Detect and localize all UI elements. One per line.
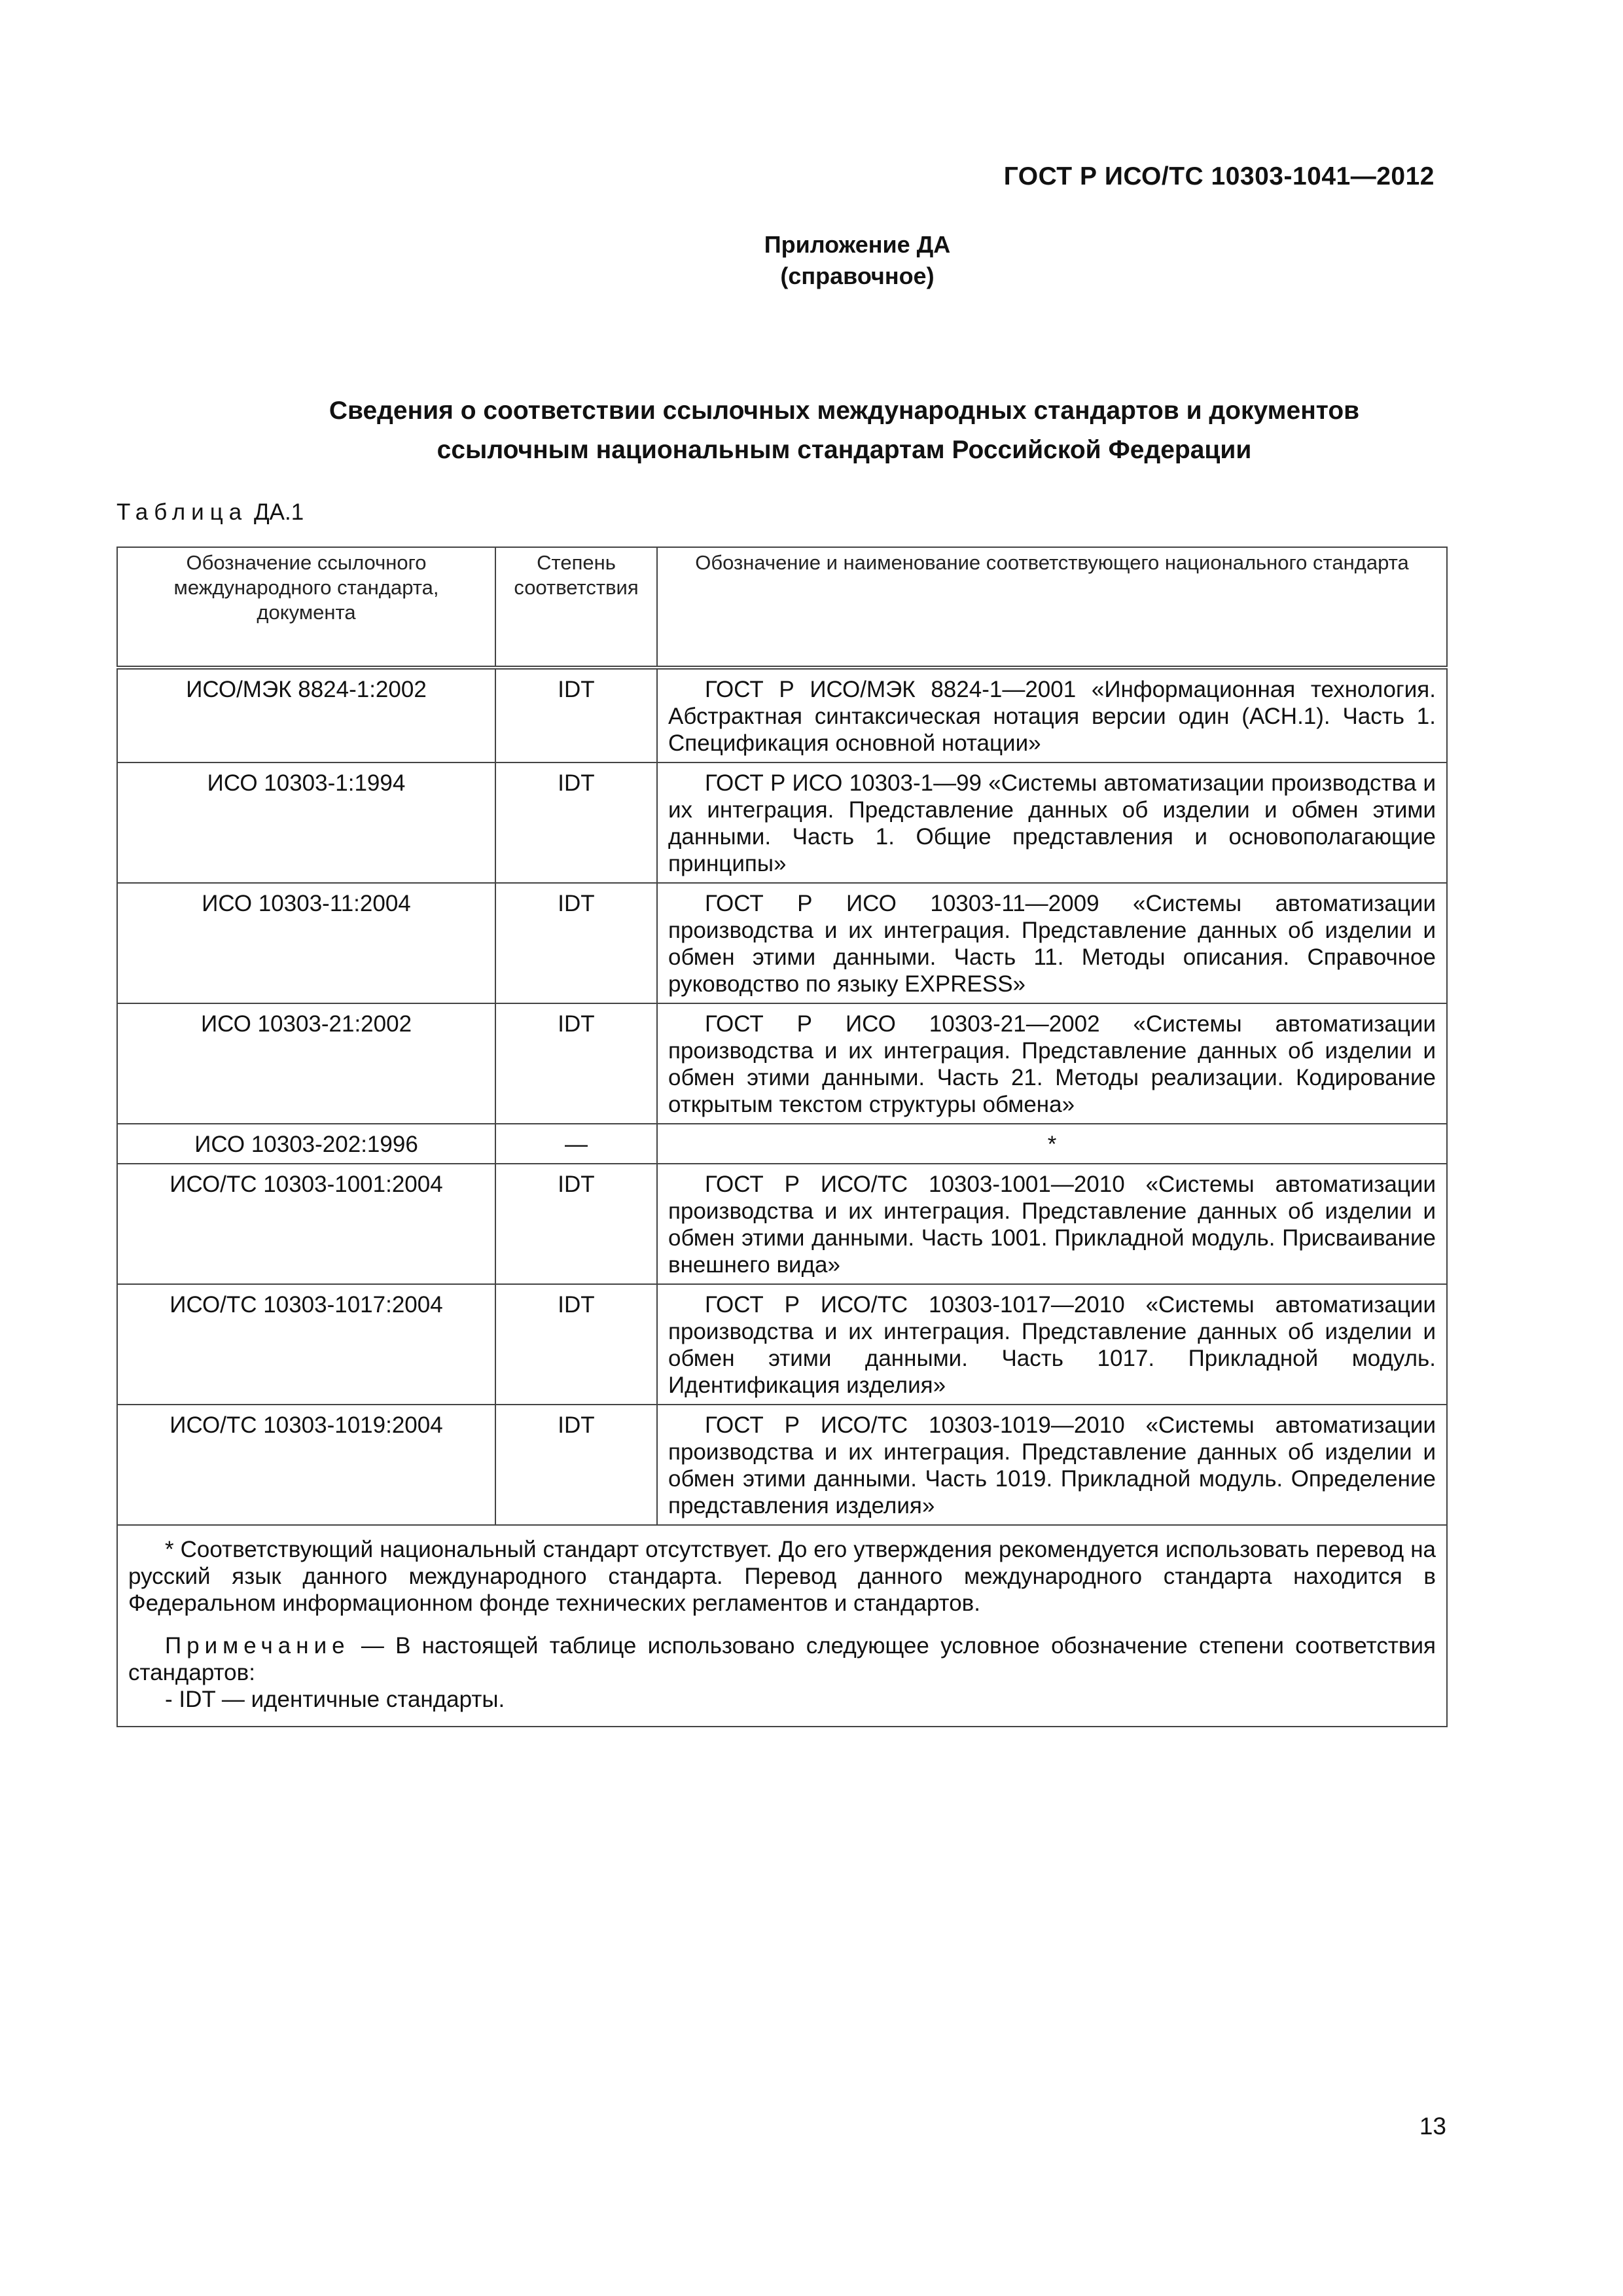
table-footnote [117, 1525, 1447, 1727]
correspondence-table [116, 547, 1448, 1727]
cell-degree: IDT [495, 1284, 657, 1405]
cell-international-standard: ИСО/МЭК 8824-1:2002 [117, 668, 495, 762]
note-label: Примечание [165, 1633, 350, 1659]
cell-international-standard: ИСО 10303-1:1994 [117, 762, 495, 883]
cell-national-standard: ГОСТ Р ИСО 10303-11—2009 «Системы автоматизации производства и их интеграция. Представление данных об изделии и обмен этими данными. Часть 11. Методы описания. Справочное руководство по языку EXPRESS» [657, 883, 1447, 1003]
cell-degree: IDT [495, 762, 657, 883]
cell-degree: IDT [495, 1003, 657, 1124]
cell-international-standard: ИСО/ТС 10303-1017:2004 [117, 1284, 495, 1405]
table-row [117, 1284, 1447, 1405]
column-header-degree: Степень соответствия [495, 547, 657, 668]
table-caption [116, 499, 304, 526]
table-note [128, 1632, 1436, 1686]
note-list-item: - IDT — идентичные стандарты. [165, 1687, 505, 1712]
cell-national-standard: ГОСТ Р ИСО/МЭК 8824-1—2001 «Информационная технология. Абстрактная синтаксическая нотация версии один (АСН.1). Часть 1. Спецификация основной нотации» [657, 668, 1447, 762]
cell-international-standard: ИСО 10303-202:1996 [117, 1124, 495, 1164]
cell-degree: IDT [495, 883, 657, 1003]
cell-national-standard: ГОСТ Р ИСО/ТС 10303-1019—2010 «Системы автоматизации производства и их интеграция. Представление данных об изделии и обмен этими данными. Часть 1019. Прикладной модуль. Определение представления изделия» [657, 1405, 1447, 1525]
appendix-heading [0, 229, 1623, 292]
appendix-title: Приложение ДА [764, 231, 951, 258]
document-designation: ГОСТ Р ИСО/ТС 10303-1041—2012 [1003, 162, 1435, 190]
table-row [117, 1003, 1447, 1124]
section-title [0, 391, 1623, 470]
cell-international-standard: ИСО 10303-11:2004 [117, 883, 495, 1003]
table-footnote-row [117, 1525, 1447, 1727]
table-row [117, 883, 1447, 1003]
cell-national-standard: ГОСТ Р ИСО 10303-1—99 «Системы автоматизации производства и их интеграция. Представление данных об изделии и обмен этими данными. Часть 1. Общие представления и основополагающие принципы» [657, 762, 1447, 883]
cell-national-standard: ГОСТ Р ИСО/ТС 10303-1017—2010 «Системы автоматизации производства и их интеграция. Представление данных об изделии и обмен этими данными. Часть 1017. Прикладной модуль. Идентификация изделия» [657, 1284, 1447, 1405]
table-caption-number: ДА.1 [253, 499, 304, 525]
cell-national-standard: ГОСТ Р ИСО/ТС 10303-1001—2010 «Системы автоматизации производства и их интеграция. Представление данных об изделии и обмен этими данными. Часть 1001. Прикладной модуль. Присваивание внешнего вида» [657, 1164, 1447, 1284]
section-title-line-2: ссылочным национальным стандартам Российской Федерации [437, 436, 1252, 464]
table-row [117, 1405, 1447, 1525]
column-header-international-standard: Обозначение ссылочного международного стандарта, документа [117, 547, 495, 668]
cell-international-standard: ИСО/ТС 10303-1001:2004 [117, 1164, 495, 1284]
cell-international-standard: ИСО 10303-21:2002 [117, 1003, 495, 1124]
table-row [117, 1164, 1447, 1284]
table-row [117, 1124, 1447, 1164]
section-title-line-1: Сведения о соответствии ссылочных международных стандартов и документов [329, 397, 1360, 425]
table-row [117, 668, 1447, 762]
cell-national-standard: ГОСТ Р ИСО 10303-21—2002 «Системы автоматизации производства и их интеграция. Представление данных об изделии и обмен этими данными. Часть 21. Методы реализации. Кодирование открытым текстом структуры обмена» [657, 1003, 1447, 1124]
appendix-subtitle: (справочное) [780, 262, 935, 289]
cell-national-standard: * [657, 1124, 1447, 1164]
table-row [117, 762, 1447, 883]
table-caption-word: Таблица [116, 499, 248, 525]
footnote-text: * Соответствующий национальный стандарт отсутствует. До его утверждения рекомендуется использовать перевод на русский язык данного международного стандарта. Перевод данного международного стандарта находится в Федеральном информационном фонде технических регламентов и стандартов. [128, 1537, 1436, 1616]
cell-degree: IDT [495, 668, 657, 762]
cell-degree: — [495, 1124, 657, 1164]
cell-degree: IDT [495, 1405, 657, 1525]
note-text: — В настоящей таблице использовано следующее условное обозначение степени соответствия стандартов: [128, 1633, 1436, 1685]
page-number: 13 [1419, 2113, 1446, 2140]
column-header-national-standard: Обозначение и наименование соответствующего национального стандарта [657, 547, 1447, 668]
table-header-row [117, 547, 1447, 668]
cell-degree: IDT [495, 1164, 657, 1284]
cell-international-standard: ИСО/ТС 10303-1019:2004 [117, 1405, 495, 1525]
